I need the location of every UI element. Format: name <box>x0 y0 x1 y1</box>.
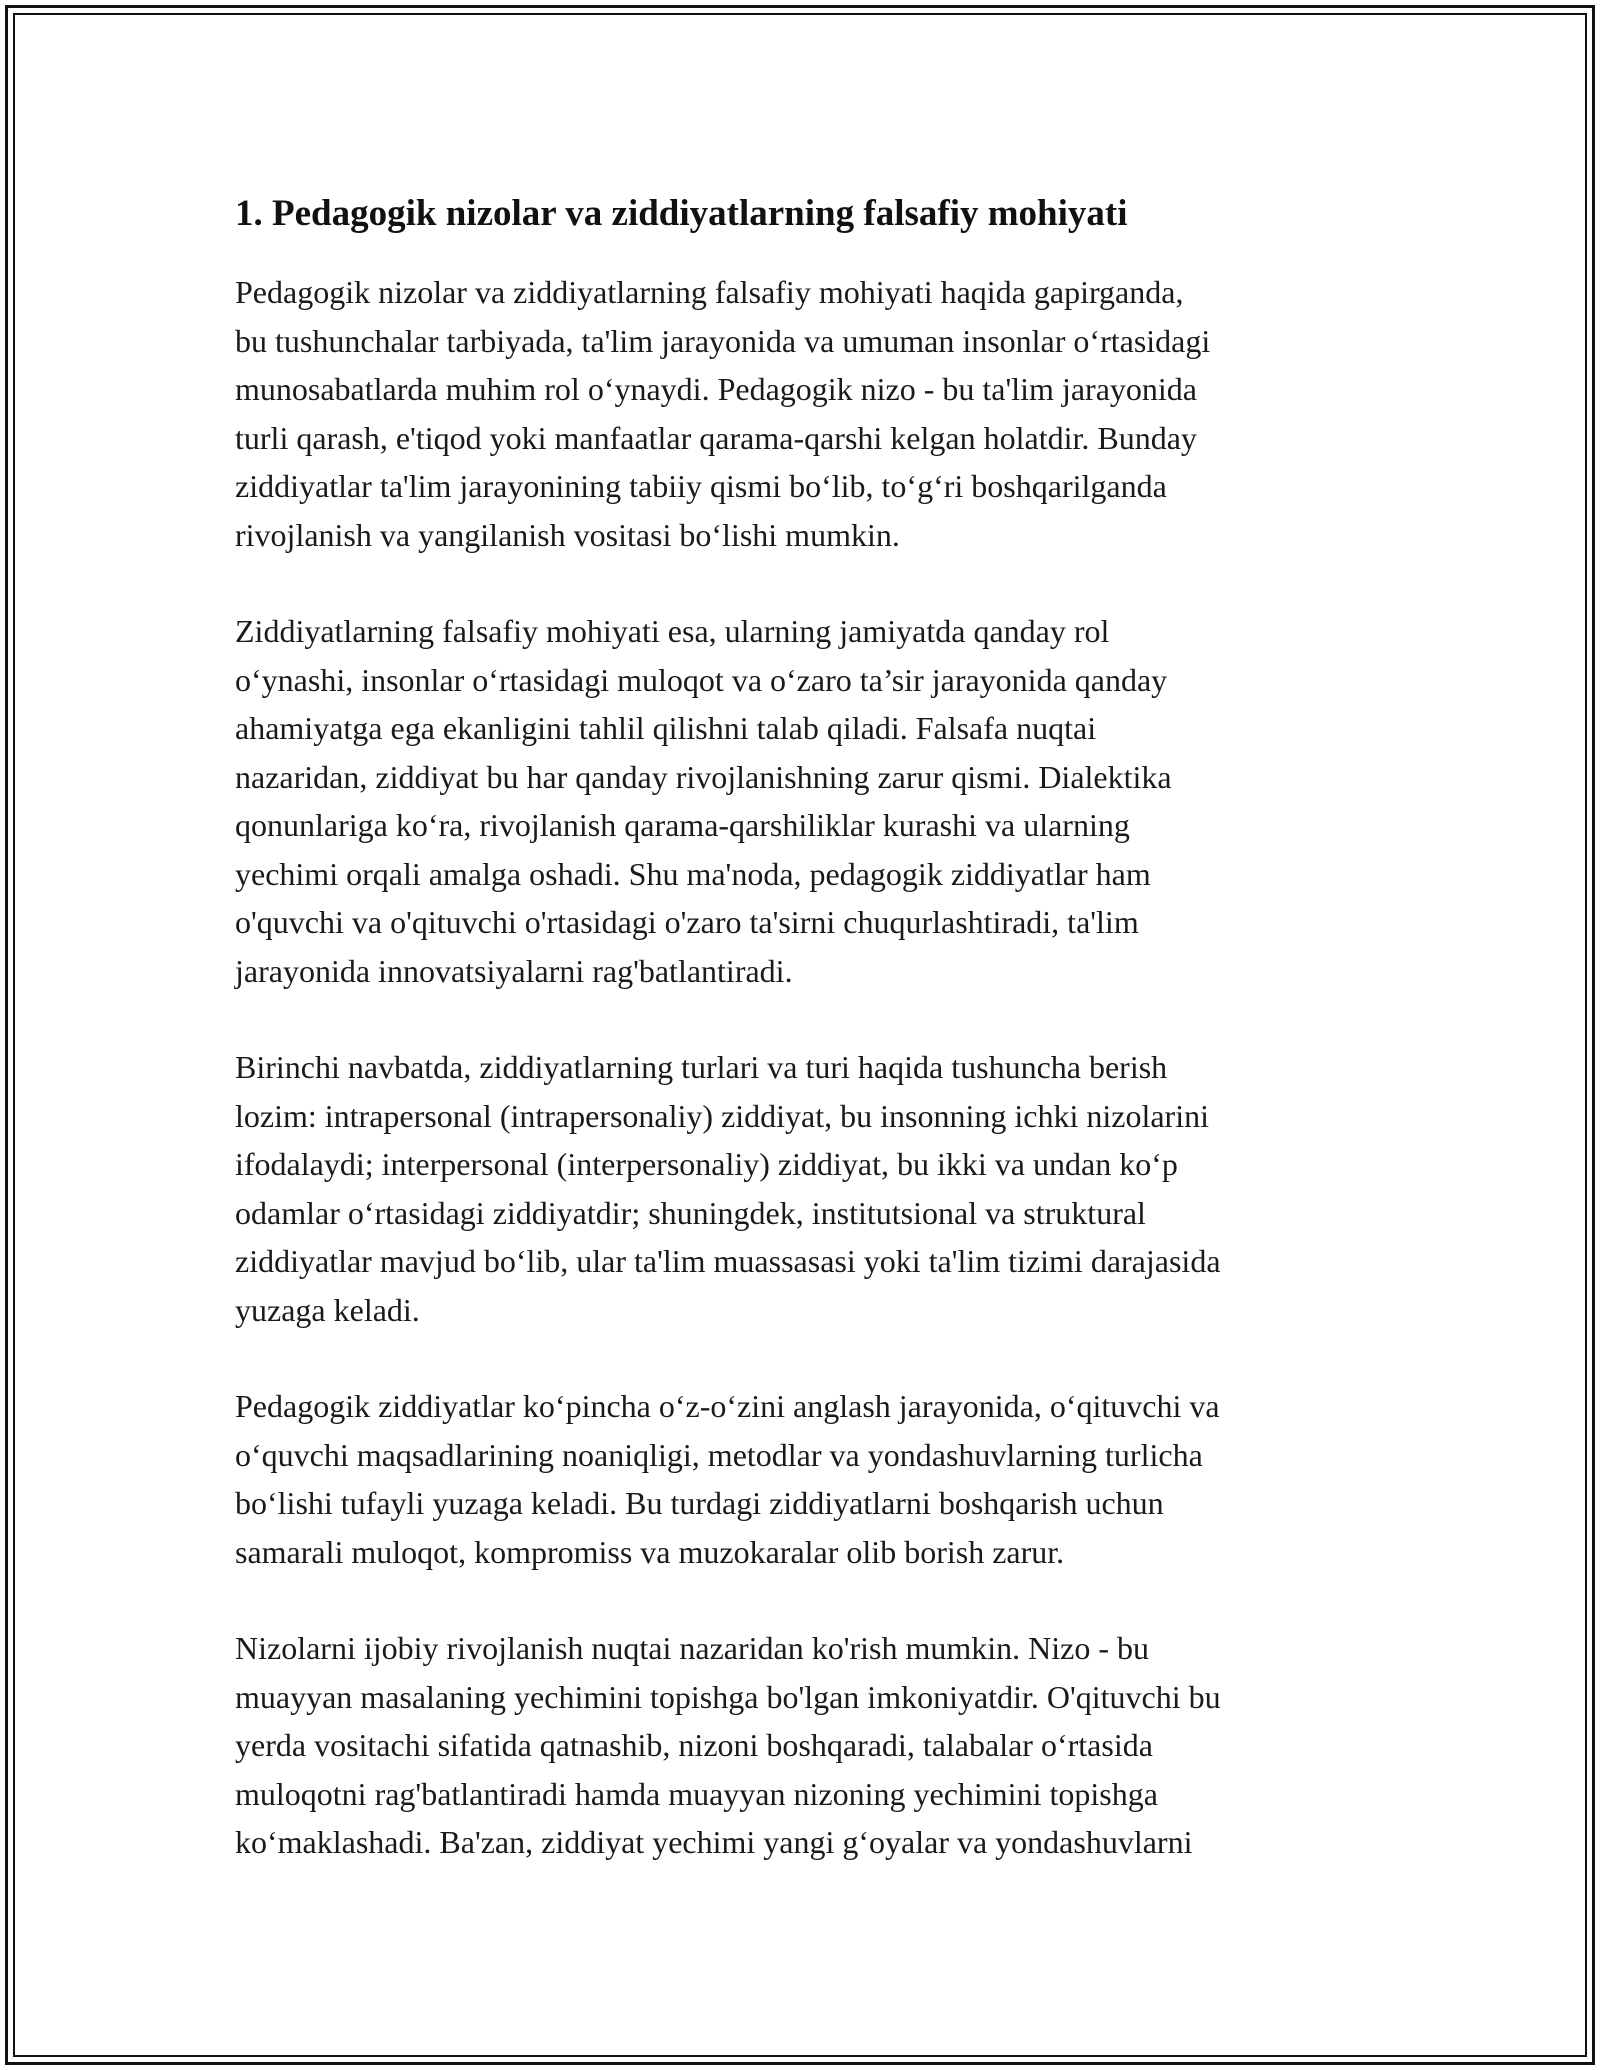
text-line: bu tushunchalar tarbiyada, ta'lim jarayonida va umuman insonlar o‘rtasidagi <box>235 322 1211 359</box>
text-line: Ziddiyatlarning falsafiy mohiyati esa, ularning jamiyatda qanday rol <box>235 613 1110 649</box>
text-line: Birinchi navbatda, ziddiyatlarning turlari va turi haqida tushuncha berish <box>235 1049 1168 1085</box>
text-line: ahamiyatga ega ekanligini tahlil qilishni talab qiladi. Falsafa nuqtai <box>235 710 1097 746</box>
text-line: o‘quvchi maqsadlarining noaniqligi, metodlar va yondashuvlarning turlicha <box>235 1436 1203 1473</box>
paragraph-5 <box>235 1624 1385 1867</box>
text-line: muayyan masalaning yechimini topishga bo'lgan imkoniyatdir. O'qituvchi bu <box>235 1678 1221 1715</box>
text-line: o‘ynashi, insonlar o‘rtasidagi muloqot va o‘zaro ta’sir jarayonida qanday <box>235 661 1168 698</box>
text-line: Nizolarni ijobiy rivojlanish nuqtai nazaridan ko'rish mumkin. Nizo - bu <box>235 1630 1150 1666</box>
text-line: o'quvchi va o'qituvchi o'rtasidagi o'zaro ta'sirni chuqurlashtiradi, ta'lim <box>235 904 1139 940</box>
text-line: rivojlanish va yangilanish vositasi bo‘lishi mumkin. <box>235 516 900 553</box>
text-line: ziddiyatlar ta'lim jarayonining tabiiy qismi bo‘lib, to‘g‘ri boshqarilganda <box>235 468 1167 504</box>
text-line: jarayonida innovatsiyalarni rag'batlantiradi. <box>235 952 793 989</box>
text-line: lozim: intrapersonal (intrapersonaliy) ziddiyat, bu insonning ichki nizolarini <box>235 1097 1209 1134</box>
text-line: yuzaga keladi. <box>235 1291 420 1328</box>
paragraph-4 <box>235 1382 1385 1576</box>
document-body <box>235 188 1385 1915</box>
text-line: ziddiyatlar mavjud bo‘lib, ular ta'lim muassasasi yoki ta'lim tizimi darajasida <box>235 1243 1221 1279</box>
text-line: yerda vositachi sifatida qatnashib, nizoni boshqaradi, talabalar o‘rtasida <box>235 1727 1153 1763</box>
text-line: muloqotni rag'batlantiradi hamda muayyan nizoning yechimini topishga <box>235 1775 1158 1812</box>
text-line: Pedagogik ziddiyatlar ko‘pincha o‘z-o‘zini anglash jarayonida, o‘qituvchi va <box>235 1388 1220 1424</box>
text-line: munosabatlarda muhim rol o‘ynaydi. Pedagogik nizo - bu ta'lim jarayonida <box>235 371 1197 407</box>
section-heading: 1. Pedagogik nizolar va ziddiyatlarning falsafiy mohiyati <box>235 193 1128 234</box>
text-line: nazaridan, ziddiyat bu har qanday rivojlanishning zarur qismi. Dialektika <box>235 758 1172 795</box>
paragraph-3 <box>235 1043 1385 1334</box>
text-line: ko‘maklashadi. Ba'zan, ziddiyat yechimi yangi g‘oyalar va yondashuvlarni <box>235 1824 1193 1860</box>
text-line: qonunlariga ko‘ra, rivojlanish qarama-qarshiliklar kurashi va ularning <box>235 807 1130 843</box>
text-line: yechimi orqali amalga oshadi. Shu ma'noda, pedagogik ziddiyatlar ham <box>235 855 1151 892</box>
text-line: Pedagogik nizolar va ziddiyatlarning falsafiy mohiyati haqida gapirganda, <box>235 274 1184 310</box>
text-line: samarali muloqot, kompromiss va muzokaralar olib borish zarur. <box>235 1533 1065 1570</box>
text-line: bo‘lishi tufayli yuzaga keladi. Bu turdagi ziddiyatlarni boshqarish uchun <box>235 1485 1164 1521</box>
text-line: turli qarash, e'tiqod yoki manfaatlar qarama-qarshi kelgan holatdir. Bunday <box>235 419 1197 456</box>
text-line: ifodalaydi; interpersonal (interpersonaliy) ziddiyat, bu ikki va undan ko‘p <box>235 1146 1178 1182</box>
text-line: odamlar o‘rtasidagi ziddiyatdir; shuningdek, institutsional va struktural <box>235 1194 1146 1231</box>
paragraph-2 <box>235 607 1385 995</box>
paragraph-1 <box>235 268 1385 559</box>
